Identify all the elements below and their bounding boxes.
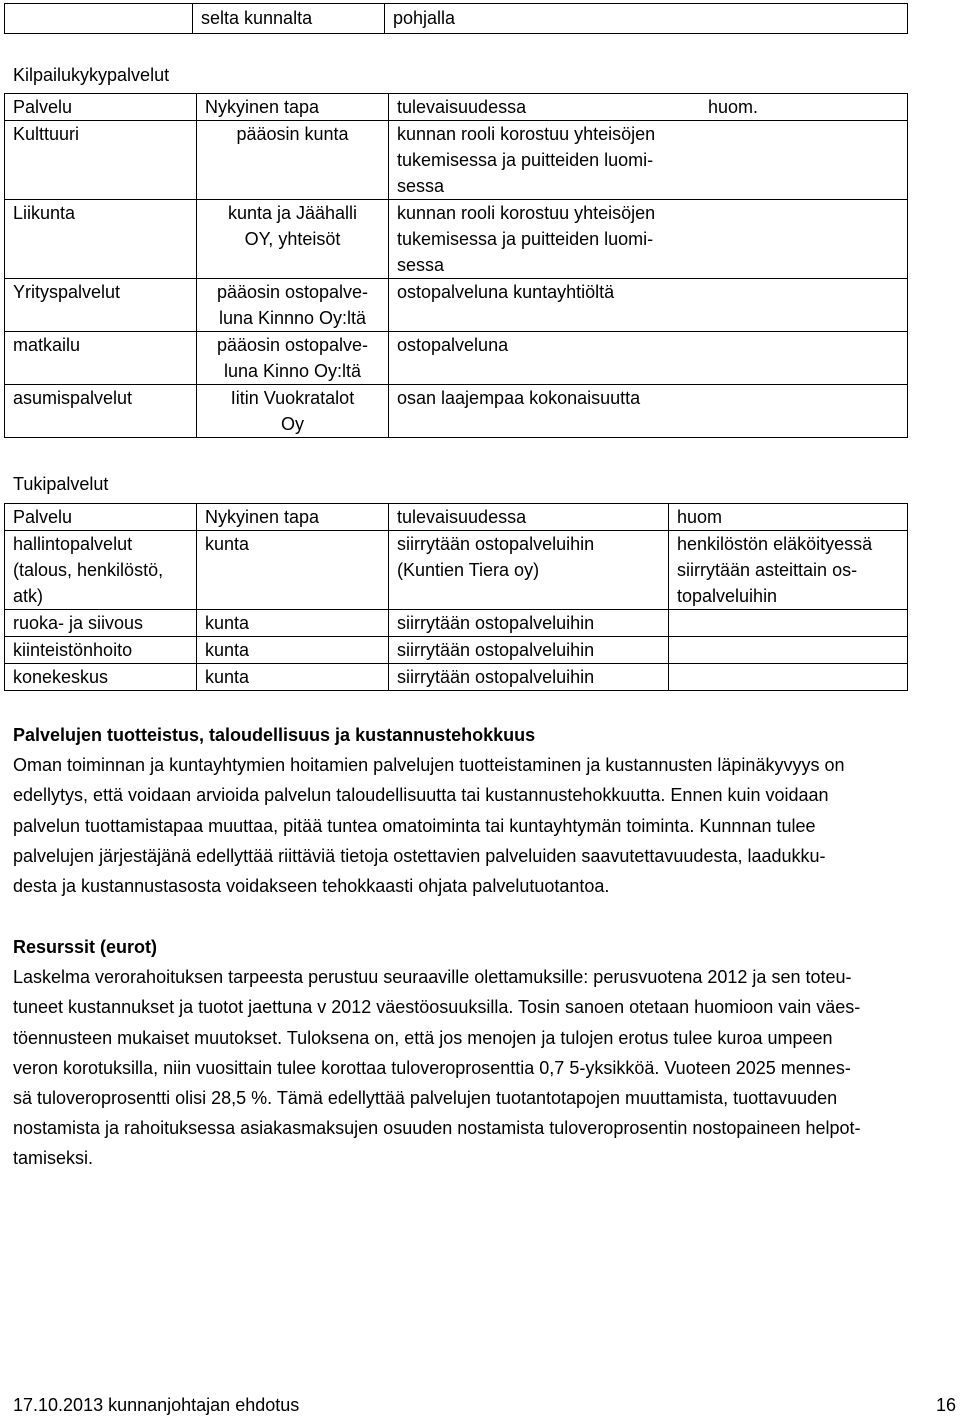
cell-nykyinen-tapa-line: kunta xyxy=(205,534,250,554)
table-row xyxy=(5,531,908,610)
cell-nykyinen-tapa xyxy=(197,200,389,279)
cell-nykyinen-tapa-line: pääosin ostopalve- xyxy=(216,282,369,302)
table-row xyxy=(5,279,908,332)
section-heading: Resurssit (eurot) xyxy=(13,937,158,957)
cell-nykyinen-tapa-line: pääosin kunta xyxy=(236,124,349,144)
header-tulevaisuudessa: tulevaisuudessa xyxy=(389,504,669,531)
cell-palvelu xyxy=(5,200,197,279)
cell-nykyinen-tapa-line: kunta xyxy=(205,613,250,633)
cell-palvelu-line: Yrityspalvelut xyxy=(13,282,121,302)
header-nykyinen-tapa: Nykyinen tapa xyxy=(197,504,389,531)
header-palvelu: Palvelu xyxy=(5,504,197,531)
cell-tulevaisuudessa-line: sessa xyxy=(397,255,445,275)
cell-nykyinen-tapa xyxy=(197,121,389,200)
cell-palvelu-line: Kulttuuri xyxy=(13,124,80,144)
text-line: desta ja kustannustasosta voidakseen tehokkaasti ohjata palvelutuotantoa. xyxy=(13,876,610,897)
cell-tulevaisuudessa xyxy=(389,279,908,332)
table-row xyxy=(5,637,908,664)
top-table-cell: pohjalla xyxy=(385,4,908,34)
table-row xyxy=(5,610,908,637)
cell-huom-line: henkilöstön eläköityessä xyxy=(677,534,873,554)
header-huom: huom xyxy=(669,504,908,531)
top-table-cell: selta kunnalta xyxy=(193,4,385,34)
cell-nykyinen-tapa-line: Oy xyxy=(280,414,304,434)
footer-date-label: 17.10.2013 kunnanjohtajan ehdotus xyxy=(13,1395,300,1415)
cell-huom-line: topalveluihin xyxy=(677,586,778,606)
table-header-row xyxy=(5,94,908,121)
cell-tulevaisuudessa-line: sessa xyxy=(397,176,445,196)
cell-nykyinen-tapa-line: OY, yhteisöt xyxy=(244,229,341,249)
cell-palvelu-line: atk) xyxy=(13,586,44,606)
text-line: palvelun tuottamistapaa muuttaa, pitää tuntea omatoiminta tai kuntayhtymän toiminta. Kunnnan tulee xyxy=(13,815,816,836)
text-line: Laskelma verorahoituksen tarpeesta perustuu seuraaville olettamuksille: perusvuotena 2012 ja sen toteu- xyxy=(13,967,852,988)
text-line: edellytys, että voidaan arvioida palvelun taloudellisuutta tai kustannustehokkuutta. Ennen kuin voidaan xyxy=(13,785,829,806)
cell-palvelu-line: ruoka- ja siivous xyxy=(13,613,144,633)
top-table xyxy=(4,3,908,34)
kilpailukykypalvelut-table xyxy=(4,93,908,438)
cell-palvelu xyxy=(5,279,197,332)
cell-tulevaisuudessa-line: osan laajempaa kokonaisuutta xyxy=(397,388,641,408)
section-heading: Palvelujen tuotteistus, taloudellisuus ja kustannustehokkuus xyxy=(13,725,536,745)
header-tulevaisuudessa: tulevaisuudessa huom. xyxy=(389,94,908,121)
section-tuotteistus xyxy=(13,720,948,901)
table-row xyxy=(5,664,908,691)
text-line: nostamista ja rahoituksessa asiakasmaksujen osuuden nostamista tuloveroprosentin nostopaineen helpot- xyxy=(13,1118,861,1139)
text-line: palvelujen järjestäjänä edellyttää riittäviä tietoja ostettavien palveluiden saavutettavuudesta, laadukku- xyxy=(13,845,826,866)
cell-tulevaisuudessa xyxy=(389,610,669,637)
header-palvelu: Palvelu xyxy=(5,94,197,121)
cell-palvelu-line: kiinteistönhoito xyxy=(13,640,133,660)
cell-huom xyxy=(669,664,908,691)
cell-palvelu-line: hallintopalvelut xyxy=(13,534,133,554)
footer-page-number: 16 xyxy=(936,1395,957,1415)
cell-nykyinen-tapa-line: luna Kinno Oy:ltä xyxy=(223,361,362,381)
tukipalvelut-table xyxy=(4,503,908,691)
cell-palvelu-line: konekeskus xyxy=(13,667,109,687)
cell-nykyinen-tapa-line: kunta xyxy=(205,667,250,687)
cell-palvelu-line: asumispalvelut xyxy=(13,388,133,408)
text-line: töennusteen mukaiset muutokset. Tuloksena on, että jos menojen ja tulojen erotus tulee kuroa umpeen xyxy=(13,1027,833,1048)
section-title-kilpailukykypalvelut: Kilpailukykypalvelut xyxy=(13,65,170,85)
cell-nykyinen-tapa-line: kunta ja Jäähalli xyxy=(227,203,358,223)
cell-nykyinen-tapa xyxy=(197,610,389,637)
cell-tulevaisuudessa-line: siirrytään ostopalveluihin xyxy=(397,640,595,660)
cell-nykyinen-tapa-line: kunta xyxy=(205,640,250,660)
cell-tulevaisuudessa xyxy=(389,332,908,385)
cell-tulevaisuudessa-line: siirrytään ostopalveluihin xyxy=(397,613,595,633)
cell-tulevaisuudessa xyxy=(389,637,669,664)
cell-tulevaisuudessa xyxy=(389,200,908,279)
cell-tulevaisuudessa-line: kunnan rooli korostuu yhteisöjen xyxy=(397,124,656,144)
cell-tulevaisuudessa xyxy=(389,121,908,200)
header-nykyinen-tapa: Nykyinen tapa xyxy=(197,94,389,121)
text-line: tuneet kustannukset ja tuotot jaettuna v 2012 väestöosuuksilla. Tosin sanoen otetaan huomioon vain väes- xyxy=(13,997,861,1018)
cell-palvelu xyxy=(5,664,197,691)
cell-palvelu xyxy=(5,332,197,385)
cell-tulevaisuudessa-line: tukemisessa ja puitteiden luomi- xyxy=(397,150,654,170)
cell-tulevaisuudessa xyxy=(389,385,908,438)
section-resurssit xyxy=(13,932,948,1174)
text-line: Oman toiminnan ja kuntayhtymien hoitamien palvelujen tuotteistaminen ja kustannusten läpinäkyvyys on xyxy=(13,755,845,776)
cell-tulevaisuudessa-line: tukemisessa ja puitteiden luomi- xyxy=(397,229,654,249)
cell-tulevaisuudessa xyxy=(389,664,669,691)
cell-palvelu xyxy=(5,637,197,664)
table-row xyxy=(5,121,908,200)
text-line: sä tuloveroprosentti olisi 28,5 %. Tämä edellyttää palvelujen tuotantotapojen muuttamista, tuottavuuden xyxy=(13,1088,838,1109)
cell-nykyinen-tapa-line: Iitin Vuokratalot xyxy=(230,388,355,408)
section-title-tukipalvelut: Tukipalvelut xyxy=(13,474,109,494)
cell-nykyinen-tapa xyxy=(197,637,389,664)
table-row xyxy=(5,200,908,279)
cell-tulevaisuudessa-line: kunnan rooli korostuu yhteisöjen xyxy=(397,203,656,223)
cell-palvelu-line: matkailu xyxy=(13,335,81,355)
table-row xyxy=(5,385,908,438)
cell-huom xyxy=(669,531,908,610)
cell-nykyinen-tapa-line: luna Kinnno Oy:ltä xyxy=(218,308,367,328)
cell-huom xyxy=(669,637,908,664)
cell-tulevaisuudessa-line: ostopalveluna xyxy=(397,335,509,355)
cell-palvelu xyxy=(5,121,197,200)
cell-huom xyxy=(669,610,908,637)
cell-nykyinen-tapa xyxy=(197,279,389,332)
cell-nykyinen-tapa xyxy=(197,531,389,610)
cell-palvelu-line: (talous, henkilöstö, xyxy=(13,560,164,580)
cell-palvelu-line: Liikunta xyxy=(13,203,76,223)
cell-palvelu xyxy=(5,385,197,438)
cell-nykyinen-tapa-line: pääosin ostopalve- xyxy=(216,335,369,355)
top-table-cell-empty xyxy=(5,4,193,34)
header-huom: huom. xyxy=(708,97,759,117)
table-row xyxy=(5,332,908,385)
cell-tulevaisuudessa-line: siirrytään ostopalveluihin xyxy=(397,534,595,554)
cell-tulevaisuudessa-line: ostopalveluna kuntayhtiöltä xyxy=(397,282,615,302)
cell-palvelu xyxy=(5,610,197,637)
cell-tulevaisuudessa-line: siirrytään ostopalveluihin xyxy=(397,667,595,687)
cell-nykyinen-tapa xyxy=(197,664,389,691)
cell-nykyinen-tapa xyxy=(197,385,389,438)
table-header-row xyxy=(5,504,908,531)
cell-huom-line: siirrytään asteittain os- xyxy=(677,560,858,580)
text-line: tamiseksi. xyxy=(13,1148,94,1169)
text-line: veron korotuksilla, niin vuosittain tulee korottaa tuloveroprosenttia 0,7 5-yksikköä. Vuoteen 2025 mennes- xyxy=(13,1057,851,1078)
cell-tulevaisuudessa-line: (Kuntien Tiera oy) xyxy=(397,560,540,580)
cell-tulevaisuudessa xyxy=(389,531,669,610)
cell-palvelu xyxy=(5,531,197,610)
cell-nykyinen-tapa xyxy=(197,332,389,385)
